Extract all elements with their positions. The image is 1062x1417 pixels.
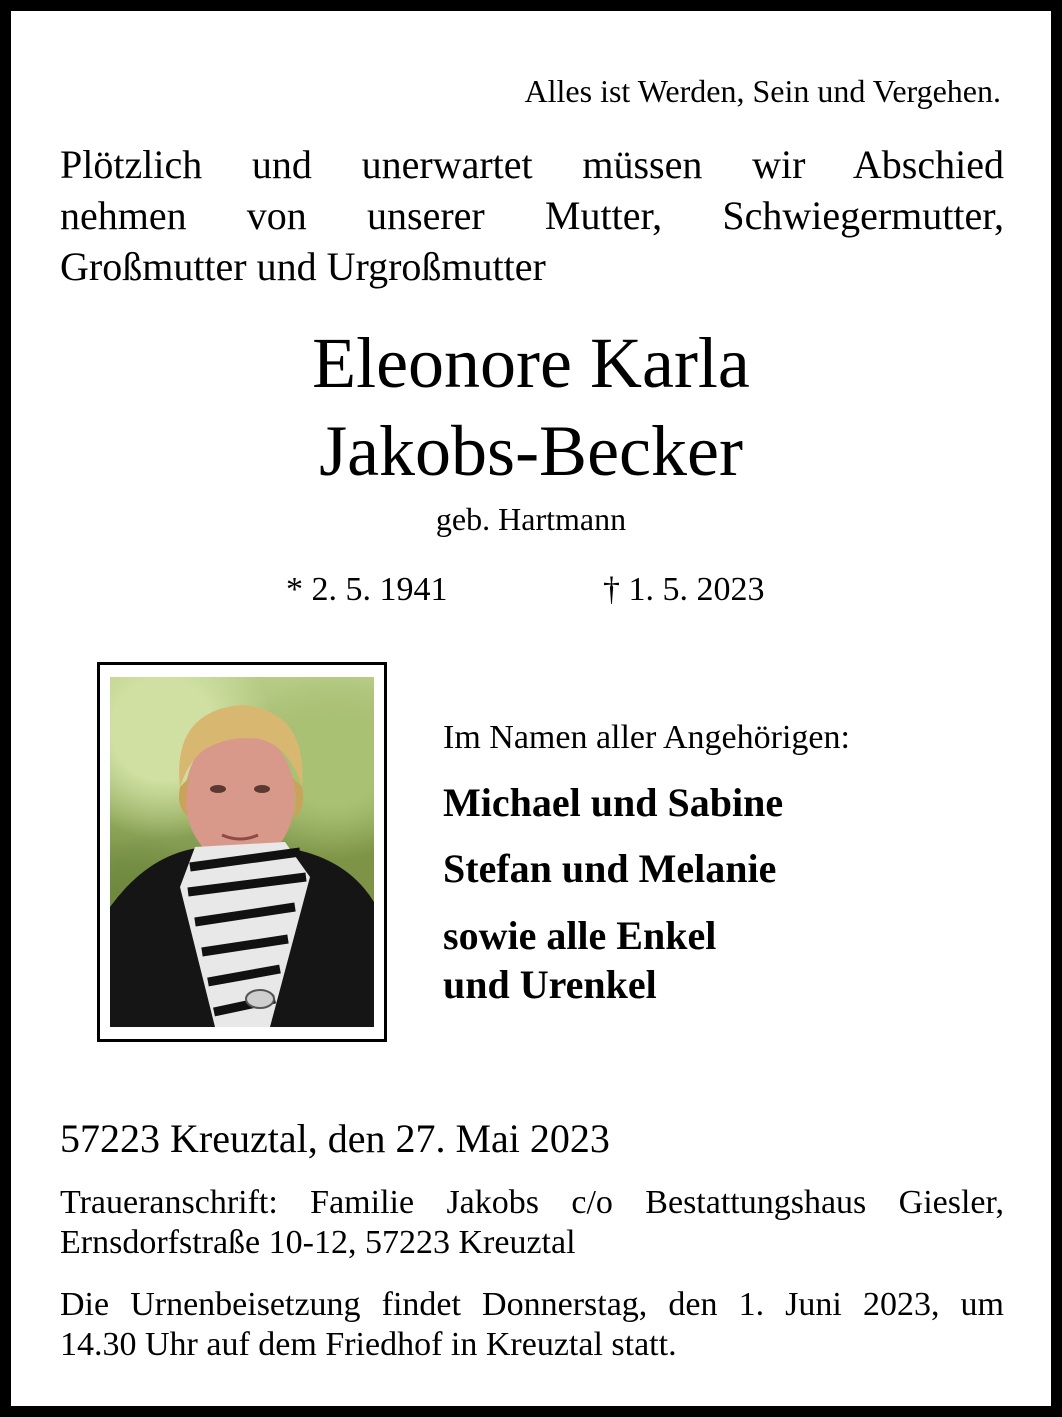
mourner-line: sowie alle Enkel <box>443 913 717 958</box>
place-and-date: 57223 Kreuztal, den 27. Mai 2023 <box>60 1116 610 1161</box>
mourner-line: und Urenkel <box>443 962 657 1007</box>
address-line: Ernsdorfstraße 10-12, 57223 Kreuztal <box>60 1224 576 1261</box>
maiden-name: geb. Hartmann <box>435 501 627 537</box>
deceased-name-line2: Jakobs-Becker <box>319 411 743 491</box>
intro-text <box>60 139 1004 292</box>
intro-line: Plötzlich und unerwartet müssen wir Abschied <box>60 142 1004 187</box>
death-date: † 1. 5. 2023 <box>603 571 765 608</box>
portrait-frame <box>97 662 387 1042</box>
mourning-address <box>60 1183 1004 1263</box>
portrait-illustration <box>110 677 374 1027</box>
burial-notice <box>60 1285 1004 1365</box>
mourner-line: Michael und Sabine <box>443 780 784 825</box>
burial-line: Die Urnenbeisetzung findet Donnerstag, den 1. Juni 2023, um <box>60 1286 1004 1323</box>
mourner-line: Stefan und Melanie <box>443 846 777 891</box>
motto: Alles ist Werden, Sein und Vergehen. <box>524 73 1001 109</box>
intro-line: Großmutter und Urgroßmutter <box>60 244 546 289</box>
portrait-photo <box>110 677 374 1027</box>
deceased-name-line1: Eleonore Karla <box>312 323 750 403</box>
intro-line: nehmen von unserer Mutter, Schwiegermutter, <box>60 193 1004 238</box>
burial-line: 14.30 Uhr auf dem Friedhof in Kreuztal statt. <box>60 1326 677 1363</box>
birth-date: * 2. 5. 1941 <box>286 571 448 608</box>
address-line: Traueranschrift: Familie Jakobs c/o Bestattungshaus Giesler, <box>60 1184 1004 1221</box>
mourners-intro: Im Namen aller Angehörigen: <box>443 719 850 756</box>
